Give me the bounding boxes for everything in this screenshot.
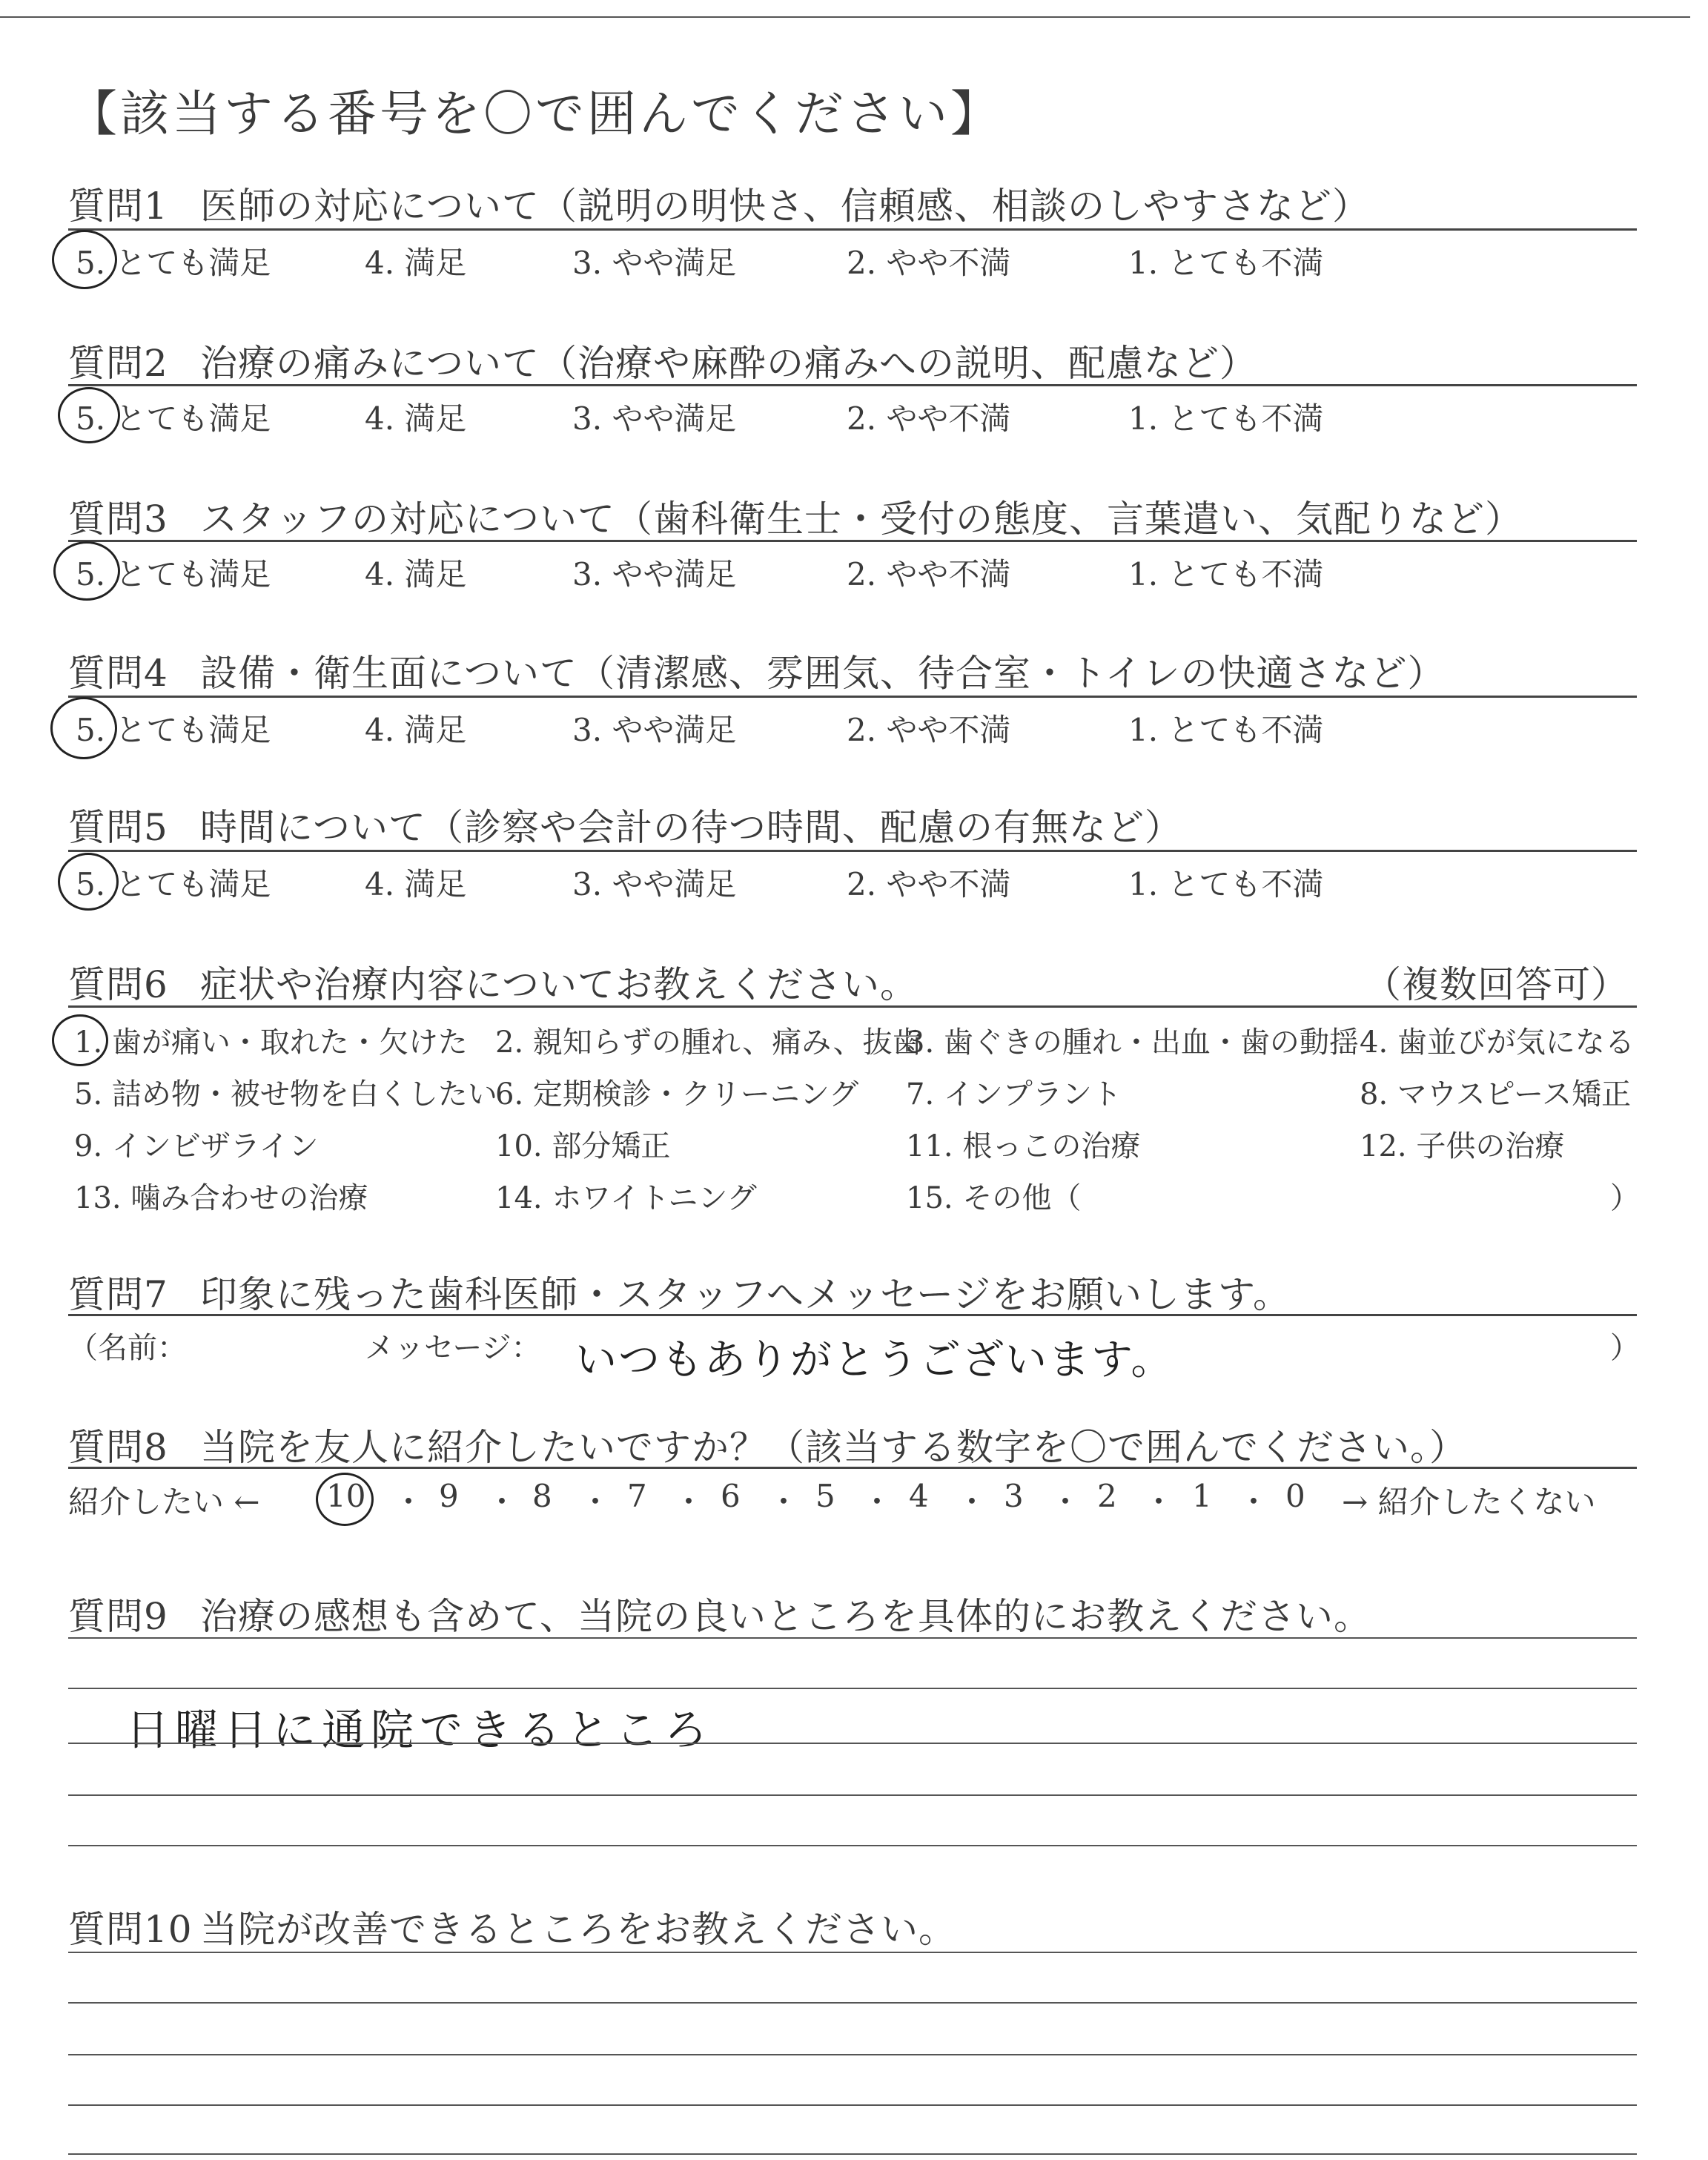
question-7-rule — [68, 1314, 1637, 1316]
question-number: 質問8 — [68, 1426, 168, 1469]
answer-circle — [58, 387, 120, 443]
question-3-options — [68, 550, 1637, 595]
symptom-option[interactable]: 14. ホワイトニング — [495, 1181, 757, 1215]
symptom-option[interactable]: 4. 歯並びが気になる — [1360, 1025, 1635, 1060]
option-2[interactable]: 2. やや不満 — [847, 866, 1011, 902]
recommend-right-label: → 紹介したくない — [1342, 1484, 1596, 1520]
answer-circle — [52, 230, 117, 289]
scale-0[interactable]: 0 — [1285, 1478, 1305, 1514]
question-number: 質問9 — [68, 1595, 168, 1638]
option-4[interactable]: 4. 満足 — [365, 712, 467, 748]
question-1 — [68, 176, 1370, 230]
option-4[interactable]: 4. 満足 — [365, 556, 467, 592]
symptom-option[interactable]: 7. インプラント — [906, 1077, 1122, 1112]
option-5[interactable]: 5. とても満足 — [76, 556, 271, 592]
question-4-options — [68, 706, 1637, 750]
scale-3[interactable]: 3 — [1004, 1478, 1024, 1514]
answer-line — [68, 2153, 1637, 2155]
scan-edge-line — [0, 16, 1690, 18]
scale-4[interactable]: 4 — [909, 1478, 929, 1514]
question-number: 質問5 — [68, 806, 168, 849]
symptom-option[interactable]: 9. インビザライン — [74, 1129, 319, 1163]
question-text: 症状や治療内容についてお教えください。 — [200, 963, 918, 1006]
answer-line — [68, 1743, 1637, 1744]
question-3-rule — [68, 540, 1637, 542]
question-5-rule — [68, 850, 1637, 852]
handwritten-answer: 日曜日に通院できるところ — [126, 1705, 714, 1755]
scale-2[interactable]: 2 — [1097, 1478, 1117, 1514]
answer-circle — [52, 1014, 108, 1066]
question-number: 質問3 — [68, 498, 168, 541]
option-4[interactable]: 4. 満足 — [365, 245, 467, 281]
answer-circle — [50, 697, 117, 759]
option-3[interactable]: 3. やや満足 — [572, 245, 737, 281]
question-9 — [68, 1587, 1371, 1640]
answer-line — [68, 1845, 1637, 1846]
question-number: 質問1 — [68, 185, 168, 228]
question-number: 質問7 — [68, 1273, 168, 1316]
multiple-answer-note: （複数回答可） — [1364, 963, 1629, 1006]
option-1[interactable]: 1. とても不満 — [1128, 400, 1324, 437]
symptom-option[interactable]: 6. 定期検診・クリーニング — [495, 1077, 859, 1112]
answer-line — [68, 2054, 1637, 2055]
message-close-paren: ） — [1610, 1331, 1640, 1365]
question-1-rule — [68, 228, 1637, 231]
symptom-option[interactable]: 12. 子供の治療 — [1360, 1129, 1565, 1163]
question-2 — [68, 334, 1257, 387]
question-text: 当院が改善できるところをお教えください。 — [200, 1908, 956, 1951]
answer-circle — [316, 1473, 374, 1526]
recommend-left-label: 紹介したい ← — [68, 1484, 260, 1520]
option-5[interactable]: 5. とても満足 — [76, 712, 271, 748]
symptom-option[interactable]: 8. マウスピース矯正 — [1360, 1077, 1632, 1112]
option-3[interactable]: 3. やや満足 — [572, 400, 737, 437]
scale-dot: ・ — [1143, 1484, 1175, 1520]
question-7 — [68, 1265, 1291, 1318]
symptom-option[interactable]: 11. 根っこの治療 — [906, 1129, 1141, 1163]
question-text: 時間について（診察や会計の待つ時間、配慮の有無など） — [200, 806, 1182, 849]
symptom-option[interactable]: 3. 歯ぐきの腫れ・出血・歯の動揺 — [906, 1025, 1359, 1060]
scale-dot: ・ — [1050, 1484, 1082, 1520]
question-text: スタッフの対応について（歯科衛生士・受付の態度、言葉遣い、気配りなど） — [200, 498, 1523, 541]
question-4 — [68, 644, 1446, 697]
question-10 — [68, 1900, 956, 1953]
question-number: 質問4 — [68, 652, 168, 695]
option-3[interactable]: 3. やや満足 — [572, 866, 737, 902]
option-4[interactable]: 4. 満足 — [365, 866, 467, 902]
answer-circle — [53, 541, 120, 601]
question-5 — [68, 798, 1182, 851]
question-3 — [68, 489, 1523, 543]
scale-dot: ・ — [1238, 1484, 1270, 1520]
scale-dot: ・ — [580, 1484, 612, 1520]
symptom-option[interactable]: 2. 親知らずの腫れ、痛み、抜歯 — [495, 1025, 922, 1060]
page-title: 【該当する番号を〇で囲んでください】 — [68, 85, 1002, 142]
scale-dot: ・ — [861, 1484, 893, 1520]
option-3[interactable]: 3. やや満足 — [572, 712, 737, 748]
question-6-rule — [68, 1005, 1637, 1008]
question-6 — [68, 955, 918, 1008]
scale-dot: ・ — [768, 1484, 800, 1520]
symptom-option[interactable]: 13. 噛み合わせの治療 — [74, 1181, 368, 1215]
option-2[interactable]: 2. やや不満 — [847, 245, 1011, 281]
handwritten-message: いつもありがとうございます。 — [575, 1336, 1174, 1384]
symptom-option[interactable]: 10. 部分矯正 — [495, 1129, 671, 1163]
question-text: 当院を友人に紹介したいですか？（該当する数字を〇で囲んでください。） — [200, 1426, 1467, 1469]
option-2[interactable]: 2. やや不満 — [847, 400, 1011, 437]
question-2-options — [68, 394, 1637, 439]
answer-line — [68, 2002, 1637, 2004]
scale-6[interactable]: 6 — [721, 1478, 741, 1514]
option-1[interactable]: 1. とても不満 — [1128, 245, 1324, 281]
answer-line — [68, 1637, 1637, 1639]
question-8-rule — [68, 1467, 1637, 1469]
answer-line — [68, 1688, 1637, 1689]
option-3[interactable]: 3. やや満足 — [572, 556, 737, 592]
option-1[interactable]: 1. とても不満 — [1128, 712, 1324, 748]
option-1[interactable]: 1. とても不満 — [1128, 866, 1324, 902]
option-5[interactable]: 5. とても満足 — [76, 400, 271, 437]
message-label: メッセージ： — [365, 1331, 541, 1365]
option-2[interactable]: 2. やや不満 — [847, 556, 1011, 592]
scale-dot: ・ — [956, 1484, 988, 1520]
question-number: 質問2 — [68, 342, 168, 385]
scale-9[interactable]: 9 — [439, 1478, 459, 1514]
option-4[interactable]: 4. 満足 — [365, 400, 467, 437]
scale-10[interactable]: 10 — [326, 1478, 366, 1514]
answer-line — [68, 1794, 1637, 1796]
option-5[interactable]: 5. とても満足 — [76, 866, 271, 902]
symptom-option[interactable]: 1. 歯が痛い・取れた・欠けた — [74, 1025, 468, 1060]
question-text: 印象に残った歯科医師・スタッフへメッセージをお願いします。 — [200, 1273, 1291, 1316]
name-label: （名前： — [68, 1331, 187, 1365]
option-5[interactable]: 5. とても満足 — [76, 245, 271, 281]
question-5-options — [68, 860, 1637, 905]
question-text: 治療の感想も含めて、当院の良いところを具体的にお教えください。 — [200, 1595, 1371, 1638]
scale-dot: ・ — [673, 1484, 705, 1520]
scale-5[interactable]: 5 — [815, 1478, 835, 1514]
answer-circle — [58, 853, 119, 911]
question-1-options — [68, 239, 1637, 283]
question-2-rule — [68, 384, 1637, 386]
option-1[interactable]: 1. とても不満 — [1128, 556, 1324, 592]
question-8 — [68, 1418, 1467, 1471]
option-2[interactable]: 2. やや不満 — [847, 712, 1011, 748]
scale-8[interactable]: 8 — [532, 1478, 552, 1514]
answer-line — [68, 2104, 1637, 2106]
answer-line — [68, 1952, 1637, 1953]
question-text: 医師の対応について（説明の明快さ、信頼感、相談のしやすさなど） — [200, 185, 1370, 228]
question-text: 治療の痛みについて（治療や麻酔の痛みへの説明、配慮など） — [200, 342, 1257, 385]
question-text: 設備・衛生面について（清潔感、雰囲気、待合室・トイレの快適さなど） — [200, 652, 1446, 695]
question-4-rule — [68, 696, 1637, 698]
symptom-option[interactable]: 5. 詰め物・被せ物を白くしたい — [74, 1077, 497, 1112]
scale-dot: ・ — [486, 1484, 518, 1520]
scale-7[interactable]: 7 — [627, 1478, 647, 1514]
question-number: 質問6 — [68, 963, 168, 1006]
question-number: 質問10 — [68, 1908, 193, 1951]
scale-dot: ・ — [393, 1484, 425, 1520]
scale-1[interactable]: 1 — [1192, 1478, 1212, 1514]
other-close-paren: ） — [1610, 1181, 1640, 1215]
symptom-option[interactable]: 15. その他（ — [906, 1181, 1082, 1215]
